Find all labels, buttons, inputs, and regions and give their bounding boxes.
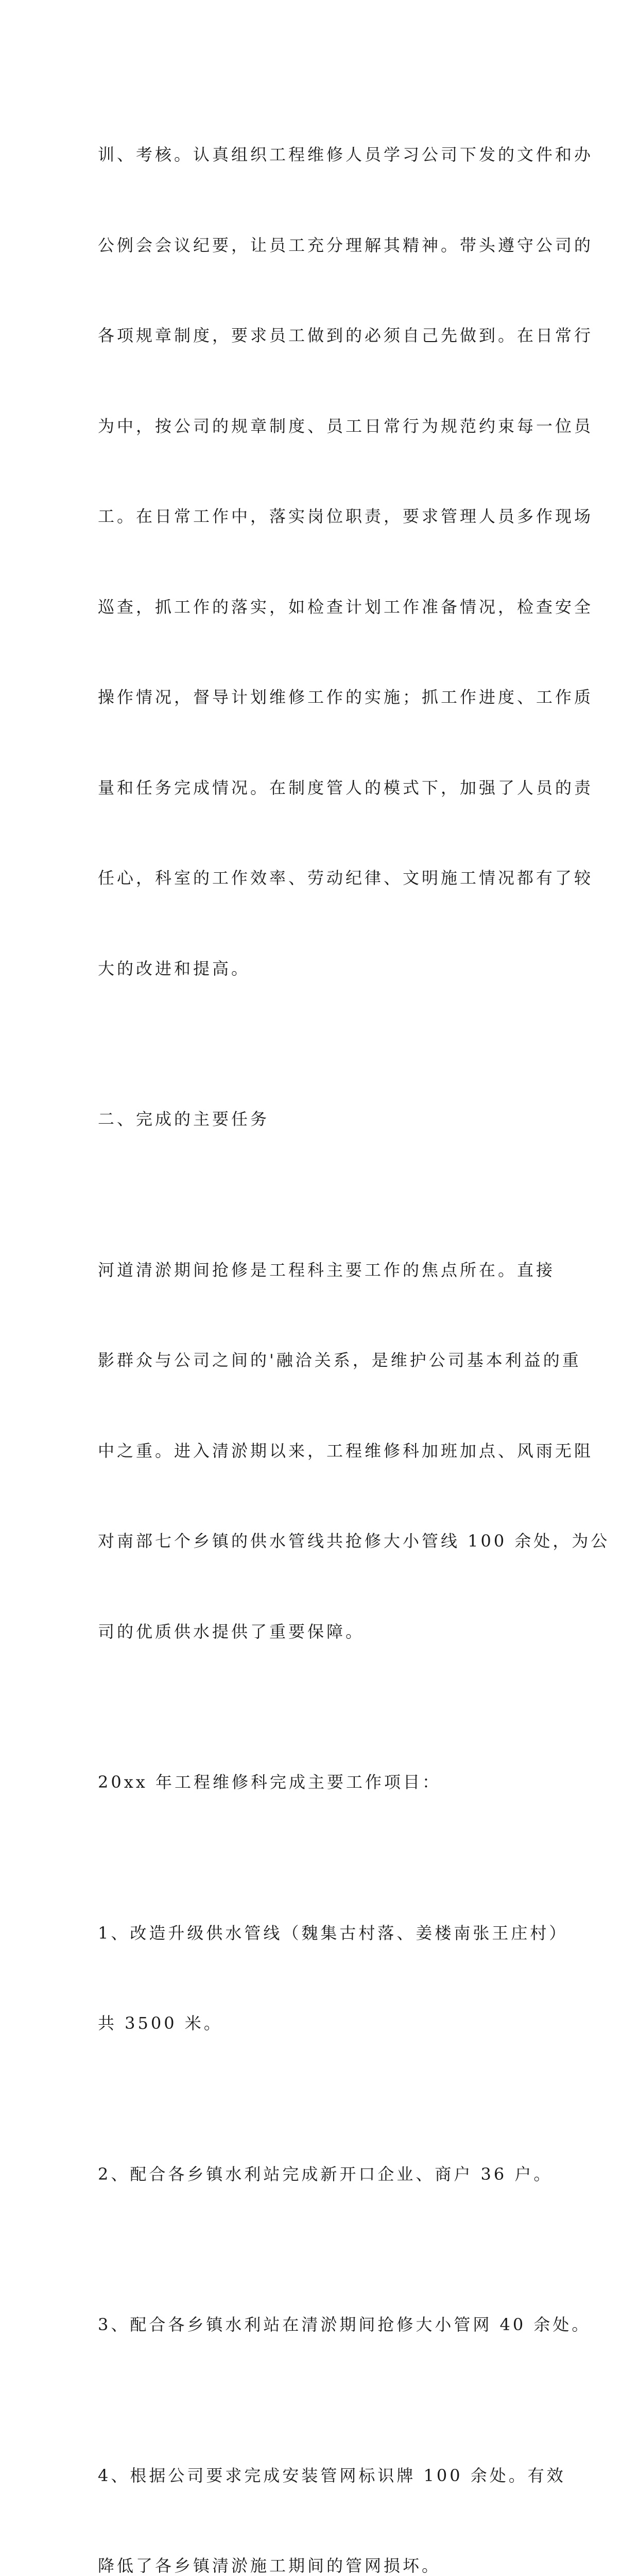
text-line: 1、改造升级供水管线（魏集古村落、姜楼南张王庄村） xyxy=(98,1918,546,1948)
text-line: 20xx 年工程维修科完成主要工作项目： xyxy=(98,1767,546,1798)
text-line: 各项规章制度，要求员工做到的必须自己先做到。在日常行 xyxy=(98,320,546,351)
text-line: 影群众与公司之间的'融洽关系，是维护公司基本利益的重 xyxy=(98,1345,546,1376)
text-line: 共 3500 米。 xyxy=(98,2008,546,2039)
document-body xyxy=(98,79,546,2576)
text-line: 司的优质供水提供了重要保障。 xyxy=(98,1617,546,1647)
text-line: 训、考核。认真组织工程维修人员学习公司下发的文件和办 xyxy=(98,140,546,170)
text-line: 对南部七个乡镇的供水管线共抢修大小管线 100 余处，为公 xyxy=(98,1526,546,1556)
list-item-1 xyxy=(98,1858,546,2099)
list-item-3 xyxy=(98,2249,546,2400)
text-line: 公例会会议纪要，让员工充分理解其精神。带头遵守公司的 xyxy=(98,230,546,261)
text-line: 巡查，抓工作的落实，如检查计划工作准备情况，检查安全 xyxy=(98,592,546,622)
list-item-2 xyxy=(98,2099,546,2250)
text-line: 量和任务完成情况。在制度管人的模式下，加强了人员的责 xyxy=(98,773,546,803)
section-heading xyxy=(98,1044,546,1195)
text-line: 为中，按公司的规章制度、员工日常行为规范约束每一位员 xyxy=(98,411,546,442)
text-line: 4、根据公司要求完成安装管网标识牌 100 余处。有效 xyxy=(98,2461,546,2491)
text-line: 降低了各乡镇清淤施工期间的管网损坏。 xyxy=(98,2551,546,2576)
text-line: 大的改进和提高。 xyxy=(98,954,546,984)
list-item-4 xyxy=(98,2400,546,2576)
paragraph-river-dredging xyxy=(98,1195,546,1707)
heading-line: 二、完成的主要任务 xyxy=(98,1104,546,1134)
paragraph-project-intro xyxy=(98,1707,546,1858)
text-line: 操作情况，督导计划维修工作的实施；抓工作进度、工作质 xyxy=(98,682,546,713)
paragraph-training-management xyxy=(98,79,546,1044)
text-line: 河道清淤期间抢修是工程科主要工作的焦点所在。直接 xyxy=(98,1255,546,1285)
text-line: 任心，科室的工作效率、劳动纪律、文明施工情况都有了较 xyxy=(98,863,546,893)
text-line: 3、配合各乡镇水利站在清淤期间抢修大小管网 40 余处。 xyxy=(98,2310,546,2340)
text-line: 工。在日常工作中，落实岗位职责，要求管理人员多作现场 xyxy=(98,501,546,532)
document-page xyxy=(0,0,639,904)
text-line: 2、配合各乡镇水利站完成新开口企业、商户 36 户。 xyxy=(98,2159,546,2190)
text-line: 中之重。进入清淤期以来，工程维修科加班加点、风雨无阻 xyxy=(98,1436,546,1466)
